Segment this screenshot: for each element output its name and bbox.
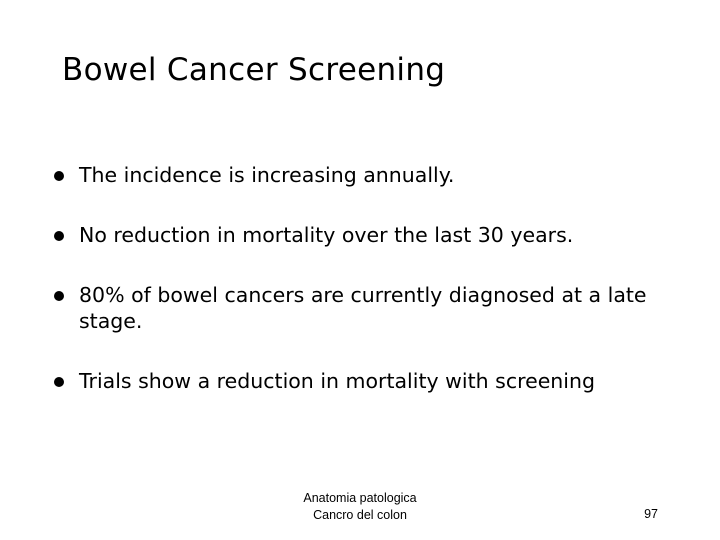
bullet-item <box>52 368 672 394</box>
bullet-dot-icon <box>54 291 64 301</box>
footer-line-topic: Cancro del colon <box>313 508 407 522</box>
bullet-item <box>52 222 672 248</box>
slide-title: Bowel Cancer Screening <box>62 52 446 88</box>
bullet-text: 80% of bowel cancers are currently diagnosed at a late stage. <box>79 283 647 333</box>
bullet-dot-icon <box>54 377 64 387</box>
bullet-item <box>52 282 672 334</box>
bullet-text: The incidence is increasing annually. <box>79 163 455 187</box>
footer-line-subject: Anatomia patologica <box>303 491 417 505</box>
slide-footer <box>280 490 440 524</box>
page-number: 97 <box>644 507 658 521</box>
bullet-text: No reduction in mortality over the last 30 years. <box>79 223 574 247</box>
bullet-list <box>52 162 672 428</box>
bullet-dot-icon <box>54 171 64 181</box>
bullet-text: Trials show a reduction in mortality with screening <box>79 369 595 393</box>
bullet-item <box>52 162 672 188</box>
bullet-dot-icon <box>54 231 64 241</box>
